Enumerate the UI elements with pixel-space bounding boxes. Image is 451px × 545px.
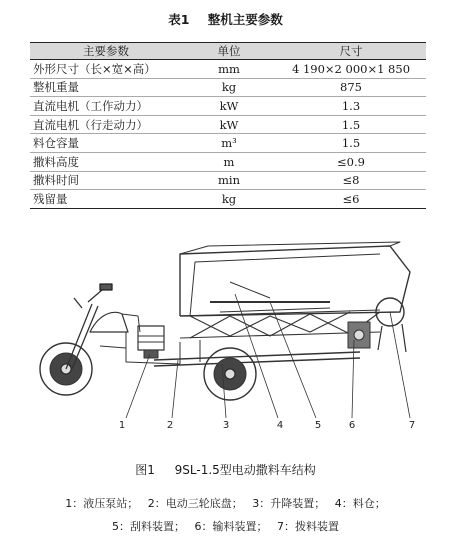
table-header-row — [30, 43, 426, 60]
conveyor-device — [348, 322, 370, 348]
param-name: 撒料时间 — [30, 171, 182, 190]
cab-body — [90, 312, 180, 364]
table-row — [30, 78, 426, 97]
param-unit: m — [182, 152, 276, 171]
table-number: 表1 — [168, 12, 190, 27]
callout-2: 2 — [166, 420, 174, 431]
param-value: 875 — [276, 78, 426, 97]
param-value: 4 190×2 000×1 850 — [276, 60, 426, 79]
param-value: 1.3 — [276, 97, 426, 116]
callout-3: 3 — [222, 420, 230, 431]
param-name: 撒料高度 — [30, 152, 182, 171]
param-name: 直流电机（工作动力） — [30, 97, 182, 116]
param-value: 1.5 — [276, 115, 426, 134]
table-row — [30, 152, 426, 171]
param-unit: kg — [182, 190, 276, 209]
table-title: 整机主要参数 — [207, 12, 283, 27]
param-unit: m³ — [182, 134, 276, 153]
spreader-vehicle-drawing — [30, 232, 430, 436]
legend-item: 7：拨料装置 — [277, 520, 339, 533]
param-unit: kW — [182, 115, 276, 134]
header-unit: 单位 — [182, 43, 276, 60]
figure-number: 图1 — [135, 463, 155, 477]
legend-item: 5：刮料装置； — [112, 520, 185, 533]
param-name: 外形尺寸（长×宽×高） — [30, 60, 182, 79]
param-unit: kg — [182, 78, 276, 97]
scraper-device — [210, 282, 330, 302]
table-row — [30, 134, 426, 153]
callout-7: 7 — [408, 420, 416, 431]
hopper — [180, 242, 410, 316]
legend-item: 1：液压泵站； — [65, 497, 139, 510]
callout-numbers — [119, 420, 415, 431]
legend-item: 3：升降装置； — [252, 497, 326, 510]
table-row — [30, 190, 426, 209]
param-name: 料仓容量 — [30, 134, 182, 153]
param-name: 残留量 — [30, 190, 182, 209]
header-parameter: 主要参数 — [30, 43, 182, 60]
legend-item: 6：输料装置； — [194, 520, 268, 533]
param-name: 直流电机（行走动力） — [30, 115, 182, 134]
tricycle-chassis — [154, 340, 360, 366]
rear-wheel — [204, 348, 256, 400]
hydraulic-pump-station — [138, 326, 164, 358]
header-size: 尺寸 — [276, 43, 426, 60]
callout-6: 6 — [348, 420, 356, 431]
param-value: 1.5 — [276, 134, 426, 153]
callout-5: 5 — [314, 420, 322, 431]
table-row — [30, 97, 426, 116]
param-unit: min — [182, 171, 276, 190]
param-value: ≤0.9 — [276, 152, 426, 171]
callout-4: 4 — [276, 420, 284, 431]
param-name: 整机重量 — [30, 78, 182, 97]
figure-caption — [0, 461, 451, 478]
table-caption — [0, 10, 451, 28]
table-row — [30, 60, 426, 79]
table-row — [30, 171, 426, 190]
callout-1: 1 — [118, 420, 126, 431]
param-unit: kW — [182, 97, 276, 116]
table-row — [30, 115, 426, 134]
figure-legend-line-1 — [0, 495, 451, 511]
figure-legend-line-2 — [0, 518, 451, 534]
figure-title: 9SL-1.5型电动撒料车结构 — [174, 463, 316, 477]
parameters-table — [30, 42, 426, 209]
param-value: ≤8 — [276, 171, 426, 190]
param-unit: mm — [182, 60, 276, 79]
param-value: ≤6 — [276, 190, 426, 209]
legend-item: 2：电动三轮底盘； — [147, 497, 243, 510]
legend-item: 4：料仓； — [334, 497, 386, 510]
